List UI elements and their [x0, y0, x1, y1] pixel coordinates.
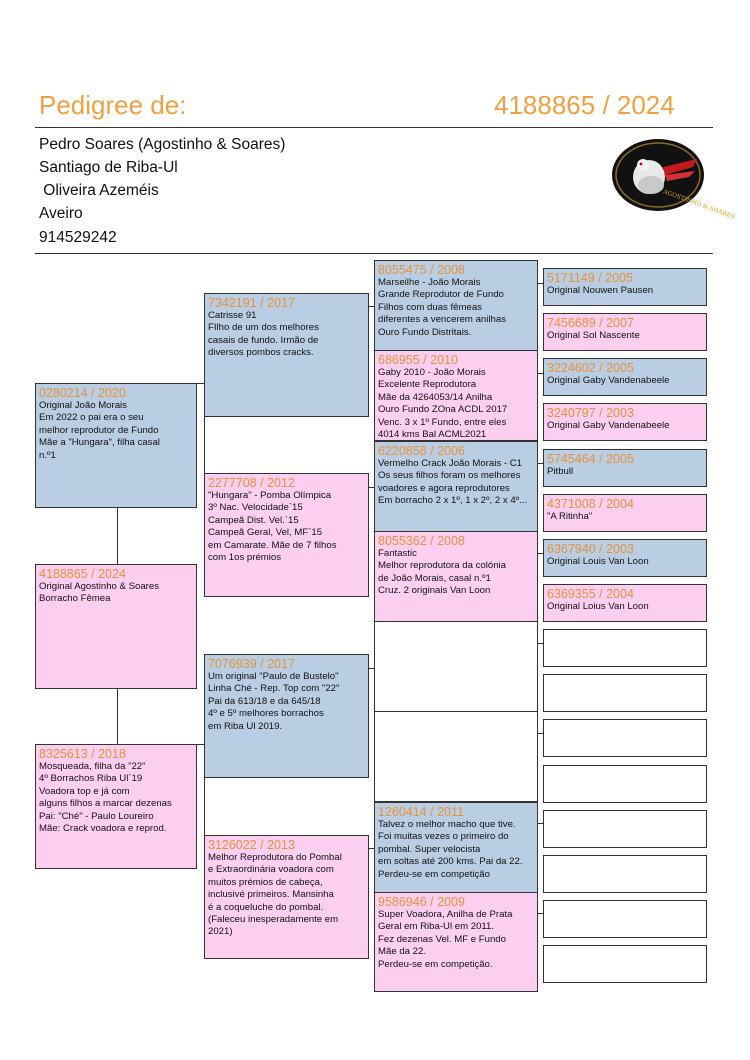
pigeon-description: Super Voadora, Anilha de Prata Geral em Riba-Ul em 2011. Fez dezenas Vel. MF e Fundo Mãe da 22. Perdeu-se em competição. [378, 909, 513, 970]
pigeon-description: Melhor Reprodutora do Pombal e Extraordinária voadora com muitos prémios de cabeça, inclusivé primeiros. Mansinha é a coqueluche do pombal. (Faleceu inesperadamente em 2021) [208, 852, 342, 938]
pigeon-card-ggp-7 [374, 802, 538, 893]
pigeon-description: "Hungara" - Pomba Olímpica 3º Nac. Velocidade`15 Campeã Dist. Vel.`15 Campeã Geral, Vel, MF`15 em Camarate. Mãe de 7 filhos com 1os prémios [208, 490, 337, 564]
connector-line [117, 507, 118, 564]
pigeon-card-ggp-1 [374, 260, 538, 351]
owner-address-2: Oliveira Azeméis [39, 182, 159, 199]
pigeon-description: Mosqueada, filha da "22" 4º Borrachos Riba Ul´19 Voadora top e já com alguns filhos a marcar dezenas Pai: "Ché" - Paulo Loureiro Mãe: Crack voadora e reprod. [39, 761, 172, 835]
pigeon-card-empty [374, 621, 538, 712]
ring-number: 3126022 / 2013 [208, 838, 295, 852]
ring-number: 6367940 / 2003 [547, 542, 634, 556]
ring-number: 7456689 / 2007 [547, 316, 634, 330]
pigeon-description: Pitbull [547, 466, 574, 477]
owner-name: Pedro Soares (Agostinho & Soares) [39, 136, 286, 153]
pigeon-card-mother [35, 744, 197, 869]
ring-number: 9586946 / 2009 [378, 895, 465, 909]
pigeon-card-gen4 [543, 494, 707, 532]
pigeon-description: "A Ritinha" [547, 511, 593, 522]
pigeon-description: Original Louis Van Loon [547, 556, 649, 567]
ring-number: 8055362 / 2008 [378, 534, 465, 548]
ring-number: 6369355 / 2004 [547, 587, 634, 601]
pigeon-card-paternal-grandmother [204, 473, 369, 597]
ring-number: 2277708 / 2012 [208, 476, 295, 490]
pigeon-card-father [35, 383, 197, 508]
pigeon-card-gen4 [543, 268, 707, 306]
pigeon-description: Original João Morais Em 2022 o pai era o seu melhor reprodutor de Fundo Mãe a "Hungara", filha casal n.º1 [39, 400, 160, 461]
pigeon-card-paternal-grandfather [204, 293, 369, 417]
owner-address-1: Santiago de Riba-Ul [39, 159, 178, 176]
ring-number: 3240797 / 2003 [547, 406, 634, 420]
ring-number: 4371008 / 2004 [547, 497, 634, 511]
pigeon-card-ggp-3 [374, 441, 538, 532]
ring-number: 7342191 / 2017 [208, 296, 295, 310]
pigeon-description: Gaby 2010 - João Morais Excelente Reprodutora Mãe da 4264053/14 Anilha Ouro Fundo ZOna ACDL 2017 Venc. 3 x 1º Fundo, entre eles 4014 kms Bal ACML2021 [378, 367, 508, 441]
ring-number: 7076939 / 2017 [208, 657, 295, 671]
pigeon-description: Original Sol Nascente [547, 330, 640, 341]
pigeon-card-maternal-grandmother [204, 835, 369, 959]
pigeon-card-gen4 [543, 358, 707, 396]
pigeon-card-gen4 [543, 539, 707, 577]
ring-number: 8325613 / 2018 [39, 747, 126, 761]
pigeon-description: Original Gaby Vandenabeele [547, 420, 670, 431]
ring-number: 5171149 / 2005 [547, 271, 633, 285]
pigeon-card-gen4 [543, 313, 707, 351]
pigeon-card-empty [543, 674, 707, 712]
pigeon-description: Original Agostinho & Soares Borracho Fêmea [39, 581, 159, 605]
pigeon-description: Original Nouwen Pausen [547, 285, 654, 296]
subject-ring-number: 4188865 / 2024 [494, 90, 675, 120]
pigeon-card-ggp-4 [374, 531, 538, 622]
pigeon-card-empty [543, 765, 707, 803]
pigeon-description: Fantastic Melhor reprodutora da colónia de João Morais, casal n.º1 Cruz. 2 originais Van Loon [378, 548, 506, 597]
pigeon-card-subject [35, 564, 197, 689]
pedigree-title: Pedigree de: [39, 90, 187, 120]
pigeon-description: Marseilhe - João Morais Grande Reprodutor de Fundo Filhos com duas fêmeas diferentes a vencerem anilhas Ouro Fundo Distritais. [378, 277, 506, 338]
header-divider [35, 127, 713, 128]
pigeon-card-maternal-grandfather [204, 654, 369, 778]
owner-divider [35, 253, 713, 254]
ring-number: 8055475 / 2008 [378, 263, 465, 277]
pigeon-card-gen4 [543, 449, 707, 487]
ring-number: 6220858 / 2006 [378, 444, 465, 458]
owner-address-3: Aveiro [39, 205, 83, 222]
pigeon-card-empty [543, 810, 707, 848]
pigeon-description: Original Loius Van Loon [547, 601, 649, 612]
pigeon-description: Talvez o melhor macho que tive. Foi muitas vezes o primeiro do pombal. Super velocista em soltas até 200 kms. Pai da 22. Perdeu-se em competição [378, 819, 523, 880]
pigeon-card-gen4 [543, 584, 707, 622]
pigeon-card-empty [543, 900, 707, 938]
pigeon-card-empty [543, 945, 707, 983]
loft-logo [609, 137, 736, 221]
pigeon-description: Catrisse 91 FIlho de um dos melhores casais de fundo. Irmão de diversos pombos cracks. [208, 310, 319, 359]
pigeon-card-ggp-8 [374, 892, 538, 992]
ring-number: 3224602 / 2005 [547, 361, 634, 375]
pigeon-card-empty [543, 629, 707, 667]
ring-number: 4188865 / 2024 [39, 567, 126, 581]
pigeon-description: Um original "Paulo de Bustelo" Linha Ché - Rep. Top com "22" Pai da 613/18 e da 645/18 4º e 5º melhores borrachos em Riba Ul 2019. [208, 671, 340, 732]
pigeon-card-gen4 [543, 403, 707, 441]
pigeon-description: Vermelho Crack João Morais - C1 Os seus filhos foram os melhores voadores e agora reprodutores Em borracho 2 x 1º, 1 x 2º, 2 x 4º... [378, 458, 528, 507]
ring-number: 0280214 / 2020 [39, 386, 126, 400]
pigeon-card-empty [543, 719, 707, 757]
ring-number: 5745464 / 2005 [547, 452, 634, 466]
pigeon-card-empty [374, 711, 538, 802]
ring-number: 686955 / 2010 [378, 353, 458, 367]
pigeon-description: Original Gaby Vandenabeele [547, 375, 670, 386]
connector-line [117, 688, 118, 744]
pigeon-card-empty [543, 855, 707, 893]
owner-phone: 914529242 [39, 229, 117, 246]
logo-text: AGOSTINHO & SOARES [662, 188, 736, 221]
ring-number: 1260414 / 2011 [378, 805, 464, 819]
pigeon-card-ggp-2 [374, 350, 538, 441]
